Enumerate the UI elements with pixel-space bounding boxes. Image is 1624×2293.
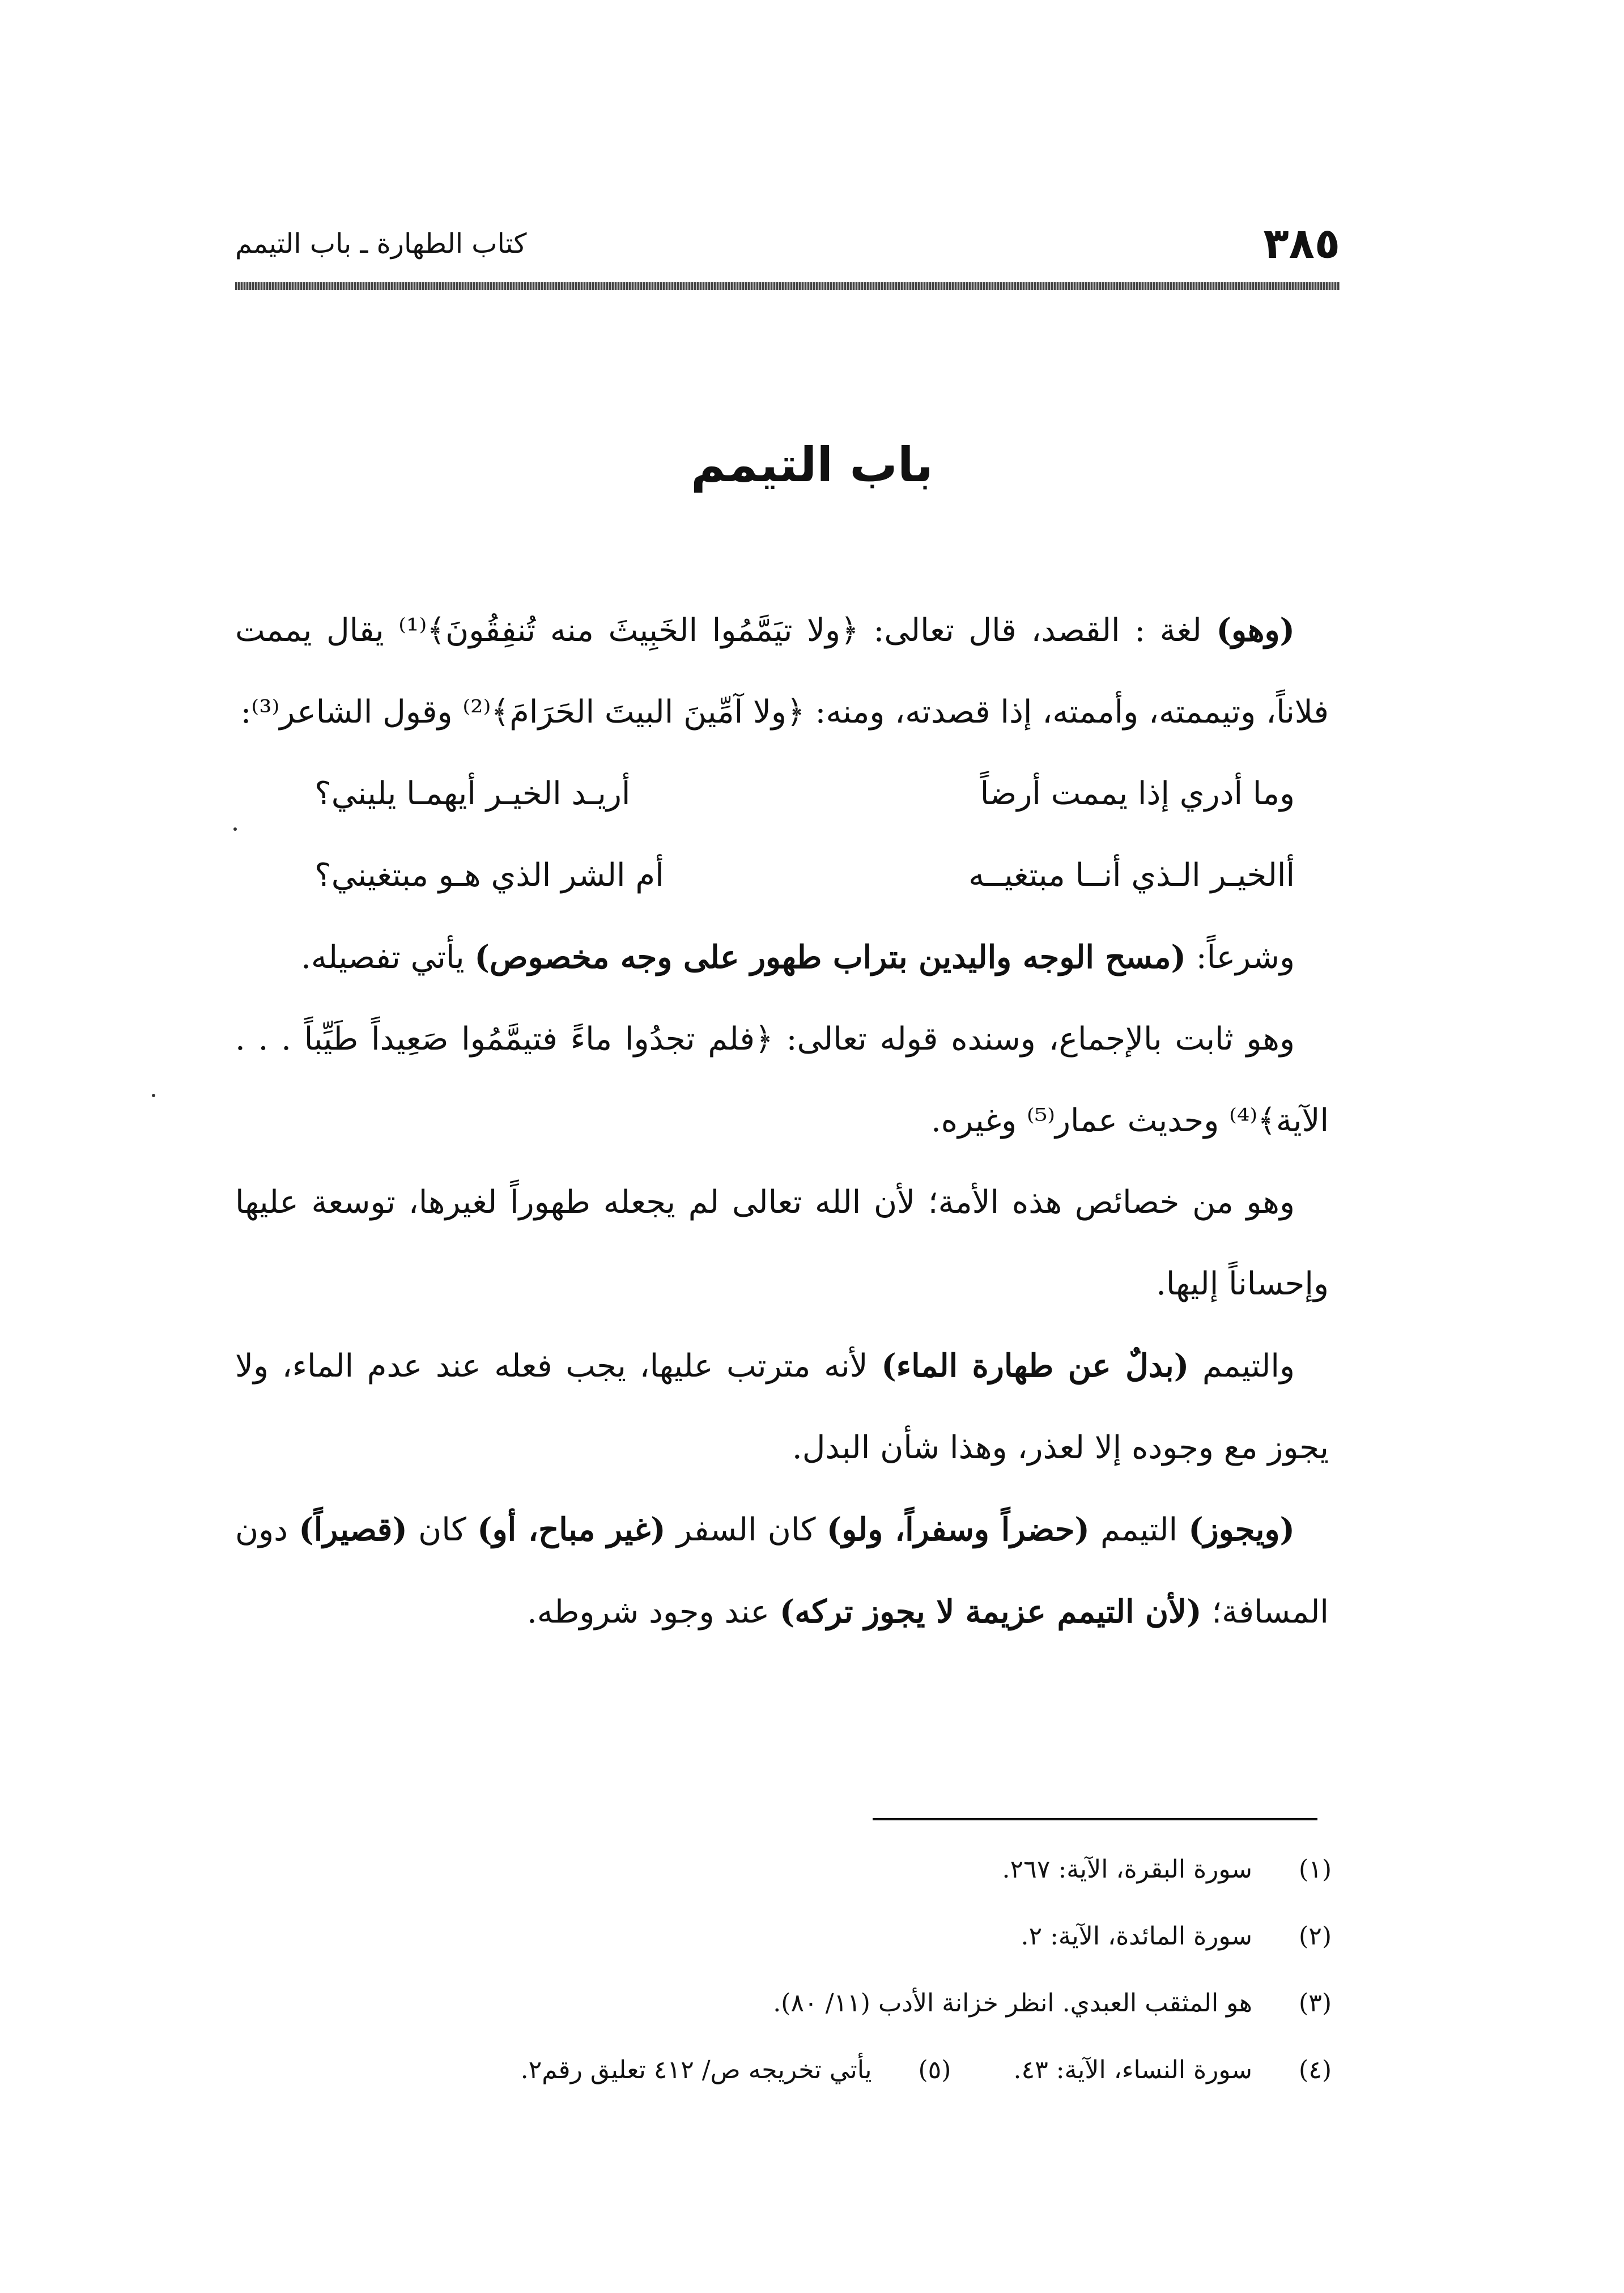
bold-term: (غير مباح، أو) <box>477 1511 666 1548</box>
bold-term: (حضراً وسفراً، ولو) <box>826 1511 1090 1548</box>
bold-term: (وهو) <box>1216 612 1295 649</box>
footnote-text: هو المثقب العبدي. انظر خزانة الأدب (١١/ ٨٠). <box>773 1989 1252 2018</box>
footnote-text: يأتي تخريجه ص/ ٤١٢ تعليق رقم٢. <box>520 2056 872 2084</box>
footnotes <box>235 1836 1332 2104</box>
paragraph-text: التيمم <box>1089 1511 1189 1548</box>
bold-term: (بدلٌ عن طهارة الماء) <box>881 1347 1189 1385</box>
running-header-title: كتاب الطهارة ـ باب التيمم <box>235 228 527 260</box>
running-header <box>235 215 1340 278</box>
footnote-divider <box>873 1818 1317 1820</box>
poem-verse <box>235 753 1329 835</box>
footnote-number: (١) <box>1299 1855 1332 1884</box>
paragraph-text: دون المسافة؛ <box>235 1511 1329 1630</box>
paragraph-text: لغة : القصد، قال تعالى: ﴿ولا تيَمَّمُوا الخَبِيثَ منه تُنفِقُونَ﴾⁽¹⁾ يقال يممت فلاناً، وتيممته، وأممته، إذا قصدته، ومنه: ﴿ولا آمِّينَ البيتَ الحَرَامَ﴾⁽²⁾ وقول الشاعر⁽³⁾: <box>235 612 1329 731</box>
footnote-text: سورة البقرة، الآية: ٢٦٧. <box>1002 1855 1252 1884</box>
paragraph-text: كان <box>407 1511 478 1548</box>
paragraph-text: عند وجود شروطه. <box>526 1594 780 1630</box>
paragraph-permissibility <box>235 1489 1329 1653</box>
footnote <box>235 1903 1332 1970</box>
bold-term: (قصيراً) <box>299 1511 407 1548</box>
footnote-text: سورة المائدة، الآية: ٢. <box>1021 1922 1252 1951</box>
header-divider <box>235 282 1340 290</box>
footnote-number: (٥) <box>918 2056 951 2084</box>
paragraph-text: وشرعاً: <box>1185 939 1295 976</box>
footnote <box>235 1970 1332 2037</box>
scan-speck <box>233 827 237 831</box>
paragraph-distinction: وهو من خصائص هذه الأمة؛ لأن الله تعالى لم يجعله طهوراً لغيرها، توسعة عليها وإحساناً إليها. <box>235 1184 1329 1302</box>
verse-first-half: وما أدري إذا يممت أرضاً <box>980 775 1295 812</box>
scan-speck <box>152 1094 155 1097</box>
verse-second-half: أم الشر الذي هـو مبتغيني؟ <box>314 857 664 894</box>
verse-first-half: أالخيـر الـذي أنــا مبتغيــه <box>968 857 1295 894</box>
footnote <box>235 1836 1332 1903</box>
body-text <box>235 589 1329 1653</box>
paragraph-text: يأتي تفصيله. <box>301 939 475 976</box>
paragraph-definition <box>235 589 1329 753</box>
bold-term: (ويجوز) <box>1188 1511 1295 1548</box>
paragraph-text: والتيمم <box>1189 1348 1295 1385</box>
chapter-title: باب التيمم <box>691 437 933 492</box>
paragraph-evidence: وهو ثابت بالإجماع، وسنده قوله تعالى: ﴿فلم تجدُوا ماءً فتيمَّمُوا صَعِيداً طَيِّباً . . . الآية﴾⁽⁴⁾ وحديث عمار⁽⁵⁾ وغيره. <box>235 1021 1329 1139</box>
verse-second-half: أريـد الخيـر أيهمـا يليني؟ <box>314 775 631 812</box>
paragraph-legal-definition <box>235 916 1329 999</box>
poem-verse <box>235 835 1329 916</box>
footnote-number: (٤) <box>1299 2056 1332 2084</box>
page-number: ٣٨٥ <box>1263 219 1340 268</box>
paragraph-substitute <box>235 1325 1329 1489</box>
footnote-number: (٢) <box>1299 1922 1332 1951</box>
footnote <box>235 2037 1332 2104</box>
paragraph-text: كان السفر <box>665 1511 827 1548</box>
bold-term: (لأن التيمم عزيمة لا يجوز تركه) <box>779 1593 1202 1630</box>
footnote-number: (٣) <box>1299 1989 1332 2018</box>
footnote-text: سورة النساء، الآية: ٤٣. <box>1013 2056 1252 2084</box>
bold-term: (مسح الوجه واليدين بتراب طهور على وجه مخصوص) <box>474 939 1186 976</box>
paragraph-text: لأنه مترتب عليها، يجب فعله عند عدم الماء، ولا يجوز مع وجوده إلا لعذر، وهذا شأن البدل. <box>235 1348 1329 1466</box>
